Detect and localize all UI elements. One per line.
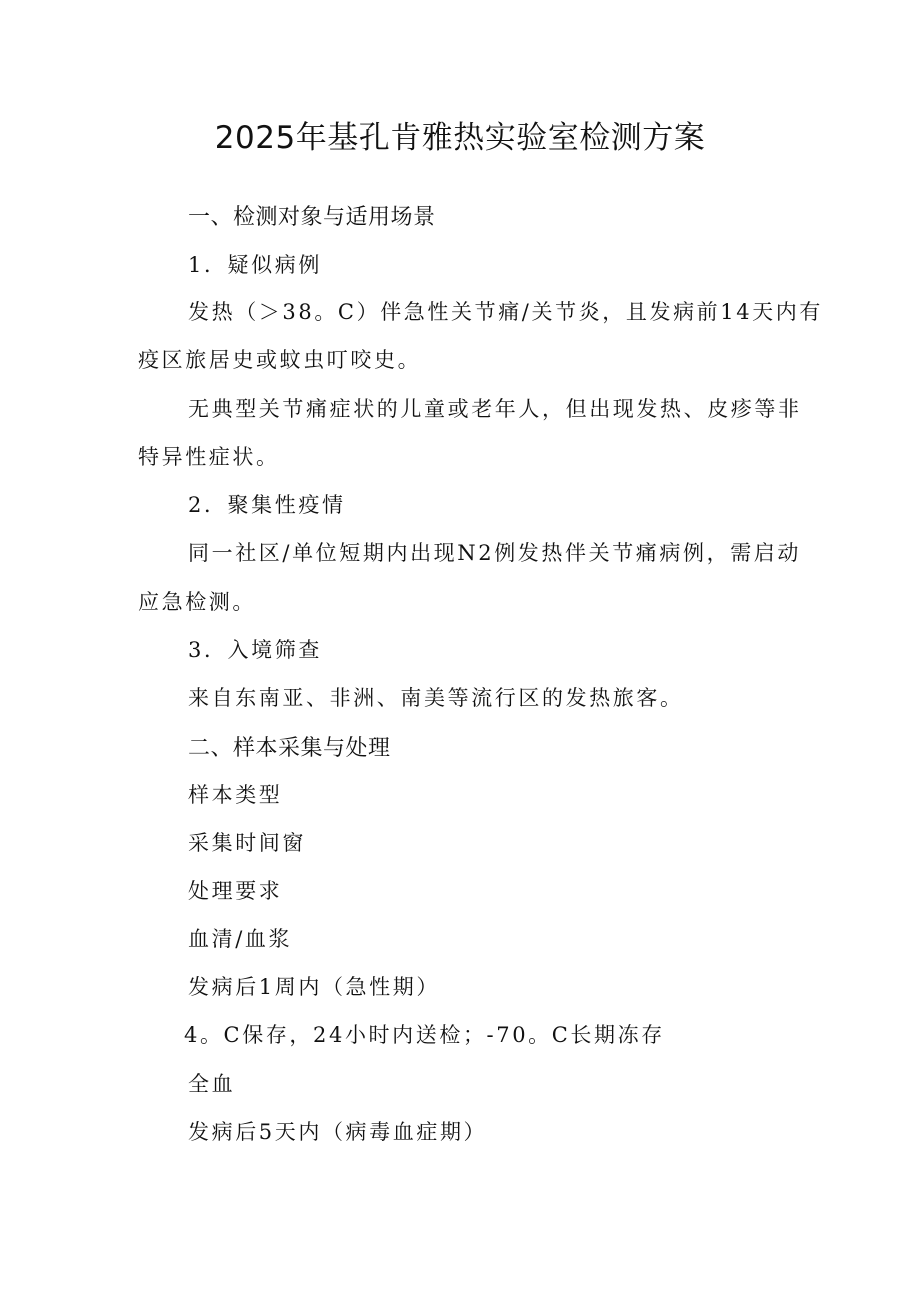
list-item: 血清/血浆: [188, 927, 293, 951]
paragraph-line: 来自东南亚、非洲、南美等流行区的发热旅客。: [188, 686, 684, 710]
paragraph-line: 同一社区/单位短期内出现N2例发热伴关节痛病例，需启动: [188, 541, 802, 565]
list-item: 全血: [188, 1072, 236, 1096]
paragraph-line: 疫区旅居史或蚊虫叮咬史。: [138, 348, 422, 372]
subheading-cluster-outbreak: 2．聚集性疫情: [188, 493, 346, 517]
subheading-entry-screening: 3．入境筛查: [188, 638, 322, 662]
list-item: 发病后5天内（病毒血症期）: [188, 1120, 488, 1144]
subheading-suspected-cases: 1．疑似病例: [188, 253, 322, 277]
list-item: 样本类型: [188, 783, 283, 807]
section-heading-sample-collection: 二、样本采集与处理: [188, 736, 391, 761]
document-title: 2025年基孔肯雅热实验室检测方案: [214, 120, 706, 156]
list-item: 发病后1周内（急性期）: [188, 975, 440, 999]
section-heading-detection-targets: 一、检测对象与适用场景: [188, 205, 436, 230]
paragraph-line: 发热（＞38。C）伴急性关节痛/关节炎，且发病前14天内有: [188, 300, 823, 324]
list-item: 4。C保存，24小时内送检；-70。C长期冻存: [184, 1023, 665, 1047]
paragraph-line: 无典型关节痛症状的儿童或老年人，但出现发热、皮疹等非: [188, 397, 802, 421]
list-item: 采集时间窗: [188, 831, 306, 855]
paragraph-line: 应急检测。: [138, 590, 256, 614]
paragraph-line: 特异性症状。: [138, 445, 280, 469]
list-item: 处理要求: [188, 879, 283, 903]
